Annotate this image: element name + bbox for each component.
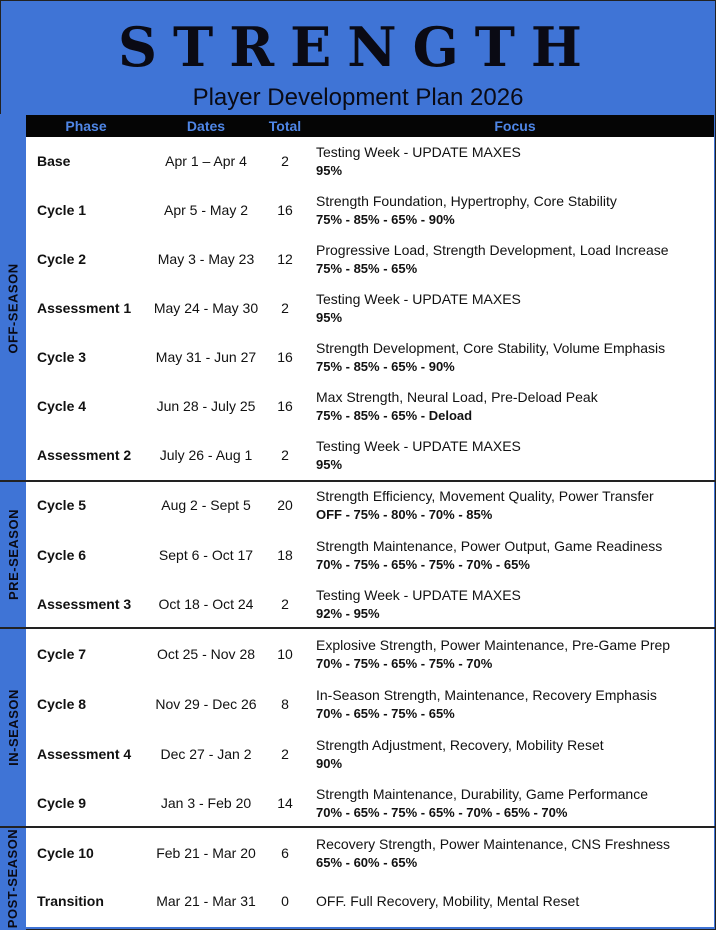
row-dates: Oct 25 - Nov 28 [156,646,256,662]
season-label [0,629,26,826]
row-total: 16 [277,349,293,365]
row-percentages: 75% - 85% - 65% [316,261,418,276]
section-divider [0,826,716,828]
row-dates: Apr 5 - May 2 [163,202,249,218]
page-title: STRENGTH [118,15,598,79]
row-percentages: 95% [316,310,343,325]
row-phase: Assessment 1 [37,300,132,316]
row-focus: Explosive Strength, Power Maintenance, Pre-Game Prep [316,637,671,653]
season-label [0,137,26,480]
row-phase: Cycle 5 [37,497,87,513]
row-dates: July 26 - Aug 1 [159,447,253,463]
row-total: 12 [277,251,293,267]
column-header-focus: Focus [494,118,536,134]
season-label-text: OFF-SEASON [5,263,21,354]
row-total: 2 [281,300,289,316]
row-percentages: 70% - 65% - 75% - 65% [316,706,455,721]
row-focus: Strength Adjustment, Recovery, Mobility Reset [316,737,604,753]
row-total: 8 [281,696,289,712]
row-focus: Strength Maintenance, Durability, Game Performance [316,786,649,802]
row-dates: Dec 27 - Jan 2 [160,746,252,762]
season-label-text: POST-SEASON [5,828,21,928]
row-phase: Assessment 4 [37,746,132,762]
season-label [0,482,26,627]
row-dates: Feb 21 - Mar 20 [156,845,256,861]
section-divider [0,480,716,482]
row-dates: Oct 18 - Oct 24 [158,596,254,612]
row-phase: Cycle 2 [37,251,87,267]
row-percentages: 70% - 65% - 75% - 65% - 70% - 65% - 70% [316,805,568,820]
row-percentages: 75% - 85% - 65% - Deload [316,408,473,423]
column-header-phase: Phase [65,118,107,134]
row-phase: Cycle 8 [37,696,87,712]
column-header-dates: Dates [186,118,226,134]
row-total: 14 [277,795,293,811]
row-focus: OFF. Full Recovery, Mobility, Mental Reset [316,893,580,909]
row-phase: Cycle 4 [37,398,87,414]
row-focus: Strength Foundation, Hypertrophy, Core Stability [316,193,617,209]
row-total: 0 [281,893,289,909]
row-total: 16 [277,202,293,218]
column-header-total: Total [268,118,302,134]
row-focus: Progressive Load, Strength Development, Load Increase [316,242,669,258]
season-label-text: IN-SEASON [5,689,21,766]
row-phase: Assessment 2 [37,447,132,463]
row-total: 6 [281,845,289,861]
row-dates: Apr 1 – Apr 4 [165,153,247,169]
row-focus: Testing Week - UPDATE MAXES [316,438,521,454]
row-dates: Jun 28 - July 25 [156,398,256,414]
row-focus: Testing Week - UPDATE MAXES [316,587,521,603]
row-dates: Mar 21 - Mar 31 [156,893,256,909]
row-percentages: 95% [316,163,343,178]
row-dates: May 24 - May 30 [153,300,259,316]
row-percentages: 75% - 85% - 65% - 90% [316,212,455,227]
row-focus: Strength Efficiency, Movement Quality, Power Transfer [316,488,654,504]
row-phase: Cycle 3 [37,349,87,365]
row-dates: Jan 3 - Feb 20 [160,795,252,811]
row-dates: Aug 2 - Sept 5 [161,497,251,513]
section-divider [0,627,716,629]
row-total: 2 [281,153,289,169]
row-dates: May 31 - Jun 27 [155,349,257,365]
season-label [0,828,26,928]
row-dates: Nov 29 - Dec 26 [155,696,257,712]
row-phase: Cycle 10 [37,845,94,861]
row-phase: Base [37,153,71,169]
row-percentages: 65% - 60% - 65% [316,855,418,870]
row-focus: In-Season Strength, Maintenance, Recovery Emphasis [316,687,657,703]
row-focus: Max Strength, Neural Load, Pre-Deload Peak [316,389,598,405]
row-total: 16 [277,398,293,414]
row-total: 18 [277,547,293,563]
row-percentages: 92% - 95% [316,606,380,621]
season-label-text: PRE-SEASON [5,509,21,600]
row-focus: Testing Week - UPDATE MAXES [316,144,521,160]
row-dates: May 3 - May 23 [157,251,255,267]
page-subtitle: Player Development Plan 2026 [192,84,524,111]
table-header [26,115,714,137]
row-phase: Transition [37,893,104,909]
row-percentages: OFF - 75% - 80% - 70% - 85% [316,507,493,522]
row-percentages: 70% - 75% - 65% - 75% - 70% [316,656,493,671]
row-phase: Cycle 1 [37,202,87,218]
row-focus: Strength Maintenance, Power Output, Game Readiness [316,538,663,554]
row-phase: Cycle 6 [37,547,87,563]
row-percentages: 75% - 85% - 65% - 90% [316,359,455,374]
row-percentages: 95% [316,457,343,472]
row-focus: Recovery Strength, Power Maintenance, CNS Freshness [316,836,671,852]
row-phase: Cycle 9 [37,795,87,811]
row-total: 2 [281,746,289,762]
row-total: 2 [281,447,289,463]
row-phase: Cycle 7 [37,646,87,662]
row-total: 10 [277,646,293,662]
row-focus: Strength Development, Core Stability, Volume Emphasis [316,340,666,356]
row-focus: Testing Week - UPDATE MAXES [316,291,521,307]
row-total: 20 [277,497,293,513]
row-percentages: 90% [316,756,343,771]
row-percentages: 70% - 75% - 65% - 75% - 70% - 65% [316,557,530,572]
row-total: 2 [281,596,289,612]
row-dates: Sept 6 - Oct 17 [158,547,254,563]
row-phase: Assessment 3 [37,596,132,612]
